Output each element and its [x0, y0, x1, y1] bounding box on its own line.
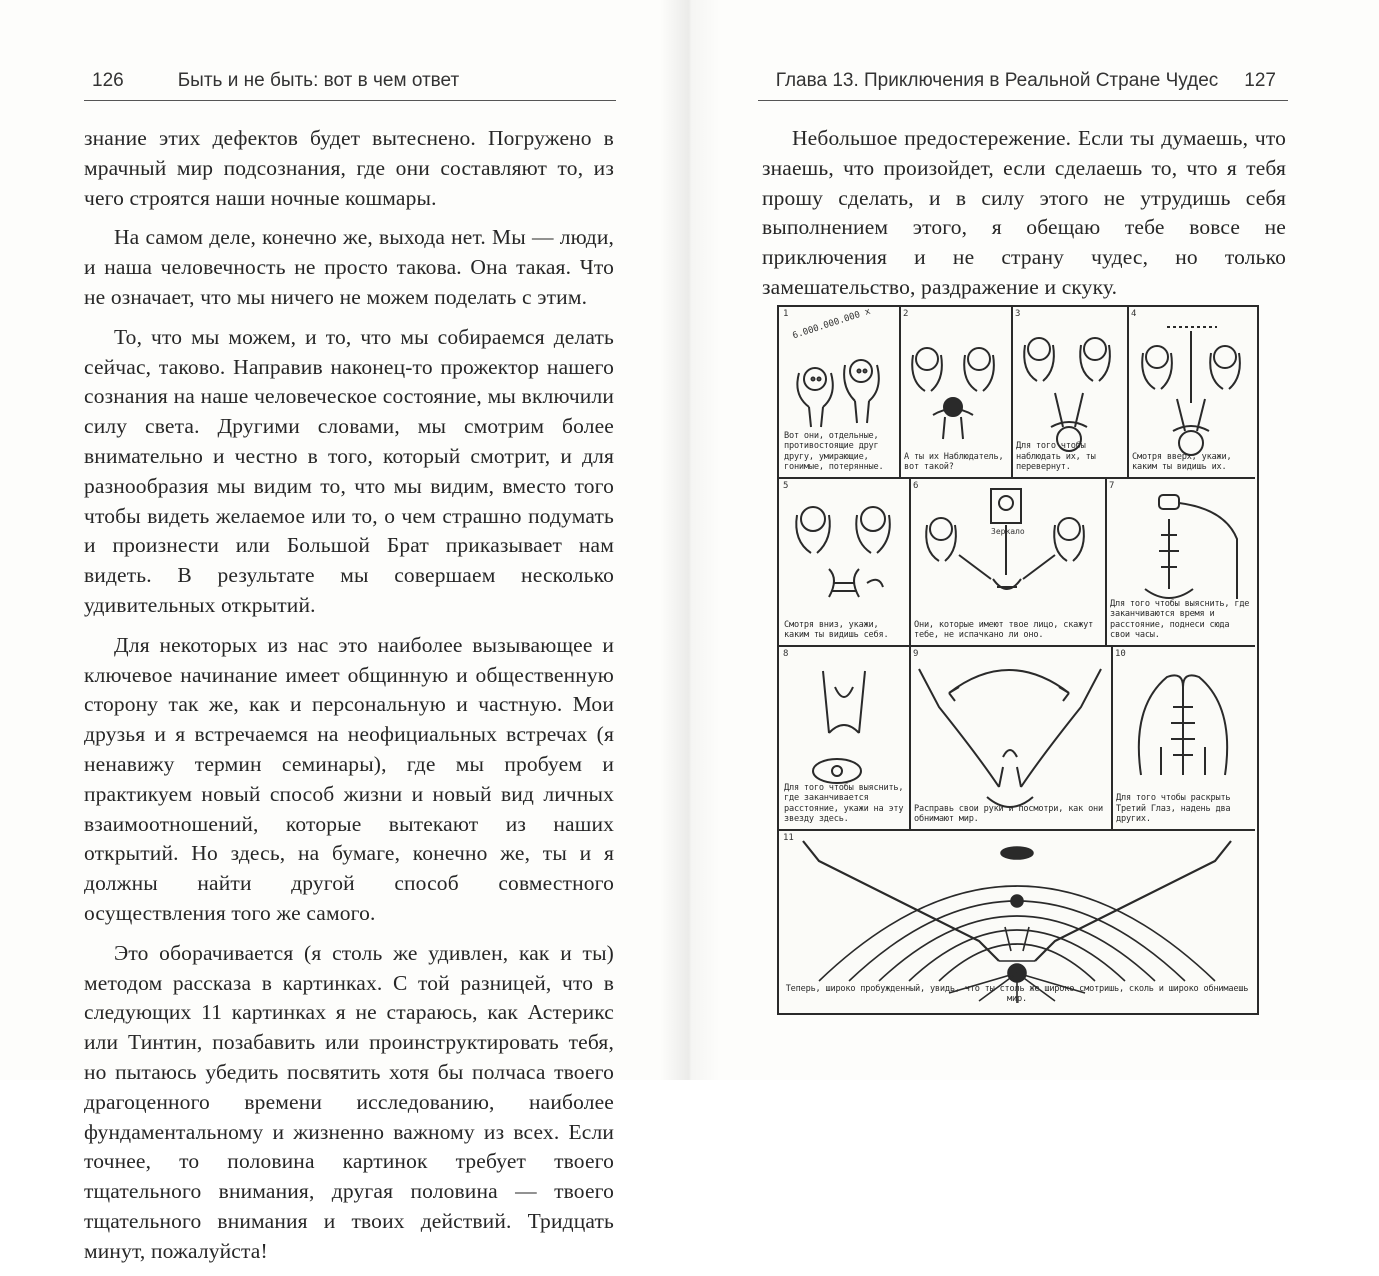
panel-caption: Для того чтобы раскрыть Третий Глаз, надень два других. [1116, 793, 1231, 825]
left-body-text [84, 124, 614, 1276]
panel-number: 2 [903, 309, 909, 319]
paragraph: Это оборачивается (я столь же удивлен, как и ты) методом рассказа в картинках. С той разницей, что в следующих 11 картинках я не стараюсь, как Астерикс или Тинтин, позабавить или проинструктировать тебя, но пытаюсь убедить посвятить хотя бы полчаса твоего драгоценного времени исследованию, наиболее фундаментальному и жизненно важному из всех. Если точнее, то половина картинок требует твоего тщательного внимания, другая половина — твоего тщательного внимания и твоих действий. Тридцать минут, пожалуйста! [84, 940, 614, 1263]
right-running-title: Глава 13. Приключения в Реальной Стране Чудес [775, 70, 1219, 91]
paragraph: Небольшое предостережение. Если ты думаешь, что знаешь, что произойдет, если сделаешь то, что я тебя прошу сделать, и в силу этого не утрудишь себя выполнением этого, я обещаю тебе вовсе не приключения и не страну чудес, но только замешательство, раздражение и скуку. [762, 126, 1286, 299]
panel-caption: Смотря вниз, укажи, каким ты видишь себя. [784, 619, 889, 641]
panel-number: 9 [913, 649, 919, 659]
figures-drawing [779, 831, 1255, 1009]
panel-number: 5 [783, 481, 789, 491]
comic-row-2 [779, 479, 1257, 647]
panel-label: 6.000.000.000 x [791, 307, 872, 342]
right-running-head [758, 70, 1288, 101]
panel-caption: А ты их Наблюдатель, вот такой? [904, 451, 1004, 473]
comic-panel-8 [779, 647, 911, 831]
comic-row-3 [779, 647, 1257, 831]
comic-strip [777, 305, 1259, 1015]
panel-number: 11 [783, 833, 794, 843]
panel-caption: Теперь, широко пробужденный, увидь, что ты столь же широко смотришь, сколь и широко обнимаешь мир. [785, 983, 1249, 1005]
right-page-number: 127 [1244, 70, 1276, 91]
paragraph: знание этих дефектов будет вытеснено. Погружено в мрачный мир подсознания, где они составляют то, из чего строятся наши ночные кошмары. [84, 126, 614, 210]
comic-panel-1 [779, 307, 901, 479]
panel-number: 6 [913, 481, 919, 491]
paragraph: То, что мы можем, и то, что мы собираемся делать сейчас, таково. Направив наконец-то прожектор нашего сознания на наше человеческое состояние, мы включили силу света. Другими словами, мы смотрим более внимательно и честно в того, который смотрит, и для разнообразия мы видим то, что мы видим, вместо того чтобы видеть желаемое или то, о чем страшно подумать и произнести или Большой Брат приказывает нам видеть. В результате мы совершаем несколько удивительных открытий. [84, 324, 614, 617]
left-running-head [84, 70, 616, 101]
comic-row-1 [779, 307, 1257, 479]
panel-caption: Смотря вверх, укажи, каким ты видишь их. [1132, 451, 1232, 473]
panel-number: 8 [783, 649, 789, 659]
panel-caption: Для того чтобы наблюдать их, ты перевернут. [1016, 441, 1096, 473]
comic-row-4 [779, 831, 1257, 1011]
comic-panel-10 [1111, 647, 1255, 831]
panel-caption: Вот они, отдельные, противостоящие друг другу, умирающие, гонимые, потерянные. [784, 430, 884, 473]
right-body-text [762, 124, 1286, 313]
panel-number: 4 [1131, 309, 1137, 319]
left-page [0, 0, 690, 1263]
right-page [690, 0, 1379, 1080]
comic-panel-3 [1011, 307, 1129, 479]
paragraph: Для некоторых из нас это наиболее вызывающее и ключевое начинание имеет общинную и общественную сторону так же, как и персональную и частную. Мои друзья и я встречаемся на неофициальных встречах (я ненавижу термин семинары), где мы пробуем и практикуем новый способ жизни и новый вид личных взаимоотношений, которые вытекают из наших открытий. Но здесь, на бумаге, конечно же, ты и я должны найти другой способ совместного осуществления того же самого. [84, 632, 614, 925]
paragraph: На самом деле, конечно же, выхода нет. Мы — люди, и наша человечность не просто такова. Она такая. Что не означает, что мы ничего не можем поделать с этим. [84, 225, 614, 309]
left-running-title: Быть и не быть: вот в чем ответ [177, 70, 460, 91]
panel-number: 10 [1115, 649, 1126, 659]
panel-number: 3 [1015, 309, 1021, 319]
mirror-label: Зеркало [991, 527, 1025, 536]
figures-drawing [909, 647, 1111, 829]
comic-panel-2 [899, 307, 1013, 479]
panel-caption: Расправь свои руки и посмотри, как они обнимают мир. [914, 803, 1104, 825]
panel-number: 7 [1109, 481, 1115, 491]
comic-panel-11 [779, 831, 1255, 1009]
panel-number: 1 [783, 309, 789, 319]
comic-panel-4 [1127, 307, 1255, 479]
comic-panel-6 [909, 479, 1107, 647]
comic-panel-5 [779, 479, 911, 647]
comic-panel-7 [1105, 479, 1255, 647]
panel-caption: Для того чтобы выяснить, где заканчивается расстояние, укажи на эту звезду здесь. [784, 782, 904, 825]
left-page-number: 126 [92, 70, 124, 91]
panel-caption: Они, которые имеют твое лицо, скажут тебе, не испачкано ли оно. [914, 619, 1094, 641]
panel-caption: Для того чтобы выяснить, где заканчиваются время и расстояние, поднеси сюда свои часы. [1110, 598, 1250, 641]
comic-panel-9 [909, 647, 1113, 831]
